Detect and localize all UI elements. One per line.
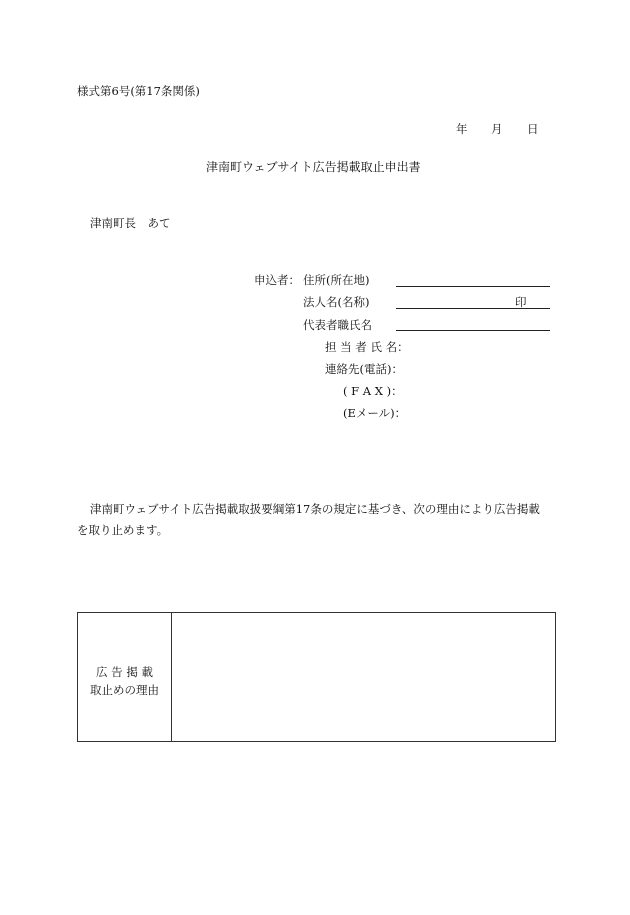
contact-person-label: 担 当 者 氏 名：: [325, 340, 409, 354]
reason-content-cell[interactable]: [172, 613, 555, 741]
address-label: 住所(所在地): [303, 273, 370, 287]
rep-name-underline: [396, 330, 550, 331]
addressee: 津南町長 あて: [90, 216, 171, 230]
corp-name-label: 法人名(名称): [303, 295, 370, 309]
fax-label: ( F A X )：: [343, 384, 403, 398]
form-number: 様式第6号(第17条関係): [77, 84, 200, 98]
date-day: 日: [527, 122, 539, 136]
phone-label: 連絡先(電話)：: [325, 362, 403, 376]
rep-name-label: 代表者職氏名: [303, 318, 372, 332]
body-text-line2: を取り止めます。: [77, 523, 169, 537]
corp-name-underline: [396, 308, 550, 309]
reason-label: [78, 663, 171, 699]
reason-label-line1: 広 告 掲 載: [96, 665, 153, 679]
document-title: 津南町ウェブサイト広告掲載取止申出書: [206, 160, 421, 174]
email-label: (Eメール)：: [343, 406, 407, 420]
applicant-prefix: 申込者：: [254, 273, 300, 287]
date-year: 年: [456, 122, 468, 136]
reason-label-line2: 取止めの理由: [90, 683, 159, 697]
seal-mark: 印: [515, 295, 527, 309]
body-text-line1: 津南町ウェブサイト広告掲載取扱要綱第17条の規定に基づき、次の理由により広告掲載: [90, 502, 540, 516]
reason-table: [77, 612, 556, 742]
date-month: 月: [491, 122, 503, 136]
address-underline: [396, 286, 550, 287]
